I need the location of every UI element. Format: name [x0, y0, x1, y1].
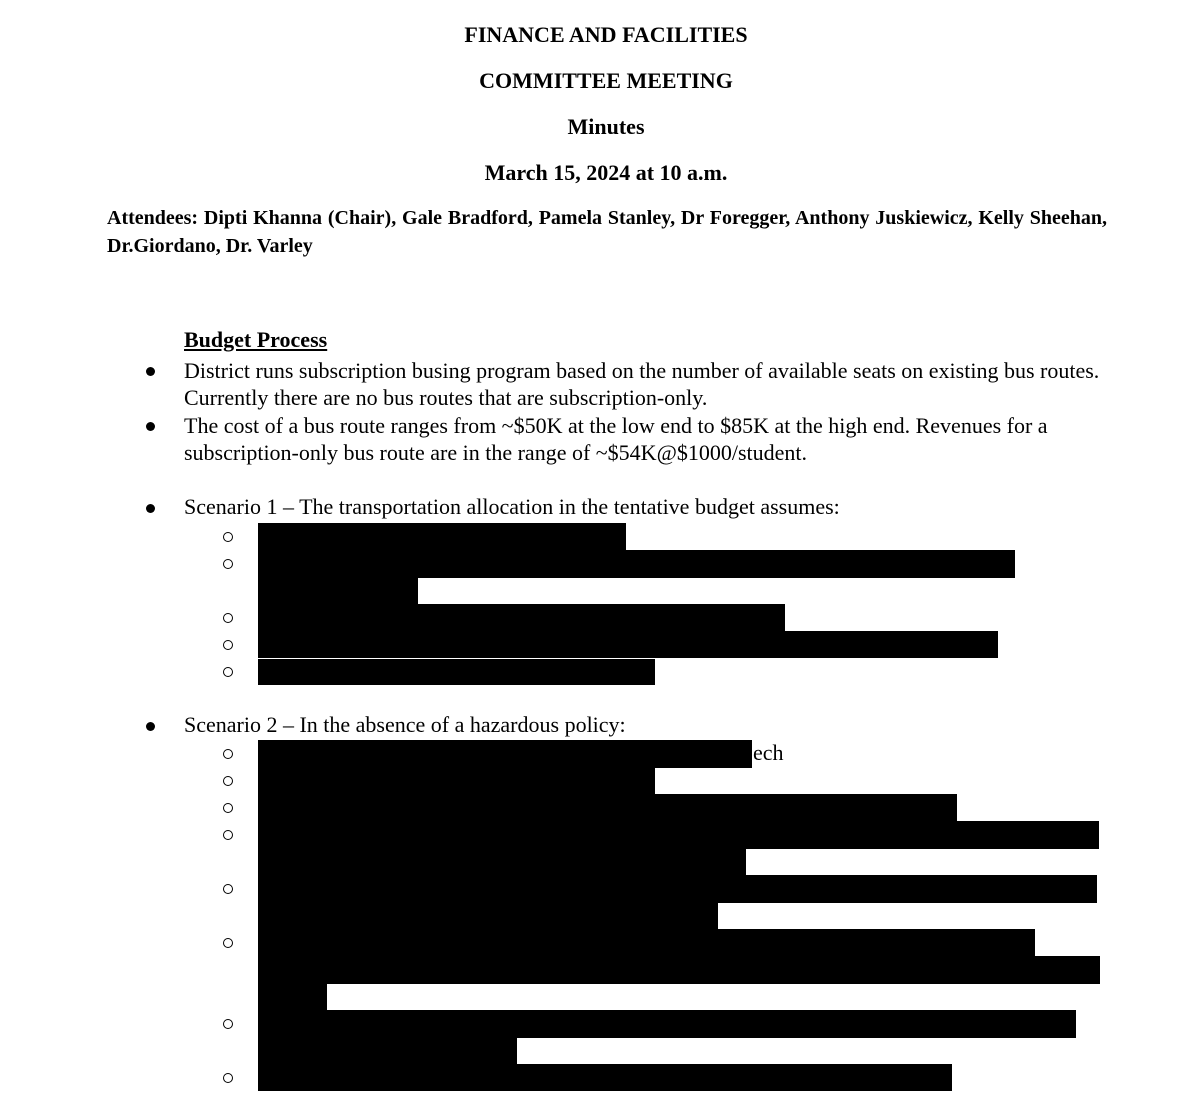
redaction-block [258, 875, 1097, 903]
redaction-block [258, 1064, 952, 1091]
document-title-line2: COMMITTEE MEETING [479, 68, 733, 93]
redaction-block [258, 550, 1015, 578]
sub-bullet-icon [223, 532, 233, 542]
redaction-block [258, 956, 1100, 984]
document-subtitle: Minutes [567, 114, 645, 139]
list-item: The cost of a bus route ranges from ~$50K at the low end to $85K at the high end. Revenues for a subscription-only bus route are in the range of ~$54K@$1000/student. [184, 413, 1048, 465]
redaction-block [258, 848, 746, 876]
sub-bullet-icon [223, 938, 233, 948]
sub-bullet-icon [223, 1073, 233, 1083]
sub-bullet-icon [223, 749, 233, 759]
bullet-icon [146, 722, 155, 731]
redaction-block [258, 767, 655, 795]
sub-bullet-icon [223, 1019, 233, 1029]
scenario-2-label: Scenario 2 – In the absence of a hazardous policy: [184, 712, 626, 737]
redaction-block [258, 523, 626, 551]
redaction-block [258, 740, 752, 768]
meeting-date: March 15, 2024 at 10 a.m. [484, 160, 728, 185]
sub-bullet-icon [223, 667, 233, 677]
list-item: District runs subscription busing program based on the number of available seats on existing bus routes. Currently there are no bus routes that are subscription-only. [184, 358, 1100, 410]
sub-bullet-icon [223, 830, 233, 840]
redaction-block [258, 794, 957, 822]
redaction-block [258, 1010, 1076, 1038]
redaction-block [258, 659, 655, 685]
sub-bullet-icon [223, 776, 233, 786]
section-title-budget-process: Budget Process [184, 327, 328, 352]
visible-text-fragment: ech [753, 740, 784, 765]
redaction-block [258, 1037, 517, 1065]
document-title-line1: FINANCE AND FACILITIES [464, 22, 748, 47]
redaction-block [258, 902, 718, 930]
attendees-list: Attendees: Dipti Khanna (Chair), Gale Bradford, Pamela Stanley, Dr Foregger, Anthony Juskiewicz, Kelly Sheehan, Dr.Giordano, Dr. Varley [107, 207, 1107, 257]
bullet-icon [146, 422, 155, 431]
redaction-block [258, 929, 1035, 957]
sub-bullet-icon [223, 559, 233, 569]
sub-bullet-icon [223, 884, 233, 894]
redaction-block [258, 604, 785, 632]
bullet-icon [146, 504, 155, 513]
sub-bullet-icon [223, 803, 233, 813]
sub-bullet-icon [223, 640, 233, 650]
redaction-block [258, 631, 998, 658]
redaction-block [258, 821, 1099, 849]
redaction-block [258, 577, 418, 605]
bullet-icon [146, 367, 155, 376]
scenario-1-label: Scenario 1 – The transportation allocation in the tentative budget assumes: [184, 494, 840, 519]
redaction-block [258, 983, 327, 1011]
sub-bullet-icon [223, 613, 233, 623]
